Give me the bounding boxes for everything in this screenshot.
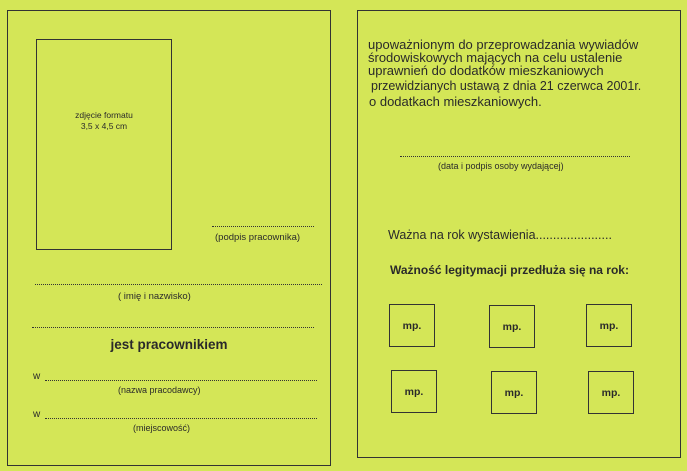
valid-year-text: Ważna na rok wystawienia...................... xyxy=(388,228,612,242)
place-line xyxy=(45,418,317,419)
photo-caption-line2: 3,5 x 4,5 cm xyxy=(80,121,128,131)
stamp-box: mp. xyxy=(391,370,437,413)
worker-line xyxy=(32,327,314,328)
right-page xyxy=(357,10,681,458)
stamp-box: mp. xyxy=(586,304,632,347)
worker-text: jest pracownikiem xyxy=(110,337,228,352)
extension-text: Ważność legitymacji przedłuża się na rok: xyxy=(390,263,629,277)
employer-label: (nazwa pracodawcy) xyxy=(118,385,201,395)
photo-caption xyxy=(37,110,171,132)
authorization-line-1: upoważnionym do przeprowadzania wywiadów xyxy=(368,37,639,52)
authorization-line-4: przewidzianych ustawą z dnia 21 czerwca 2001r. xyxy=(371,79,642,93)
signature-label: (podpis pracownika) xyxy=(215,232,301,243)
employer-line xyxy=(45,380,317,381)
stamp-box: mp. xyxy=(389,304,435,347)
authorization-line-5: o dodatkach mieszkaniowych. xyxy=(369,94,542,109)
left-page xyxy=(7,10,331,466)
stamp-box: mp. xyxy=(489,305,535,348)
w-label-2: w xyxy=(33,409,41,420)
place-label: (miejscowość) xyxy=(133,423,191,433)
photo-caption-line1: zdjęcie formatu xyxy=(75,110,133,120)
w-label-1: w xyxy=(33,371,41,382)
signature-line xyxy=(212,226,314,227)
name-label: ( imię i nazwisko) xyxy=(118,291,191,302)
photo-box xyxy=(36,39,172,250)
name-line xyxy=(35,284,322,285)
stamp-box: mp. xyxy=(588,371,634,414)
authorization-line-3: uprawnień do dodatków mieszkaniowych xyxy=(368,63,604,78)
date-signature-label: (data i podpis osoby wydającej) xyxy=(438,161,564,171)
stamp-box: mp. xyxy=(491,371,537,414)
authorization-line-2: środowiskowych mających na celu ustalenie xyxy=(368,50,623,65)
date-signature-line xyxy=(400,156,630,157)
